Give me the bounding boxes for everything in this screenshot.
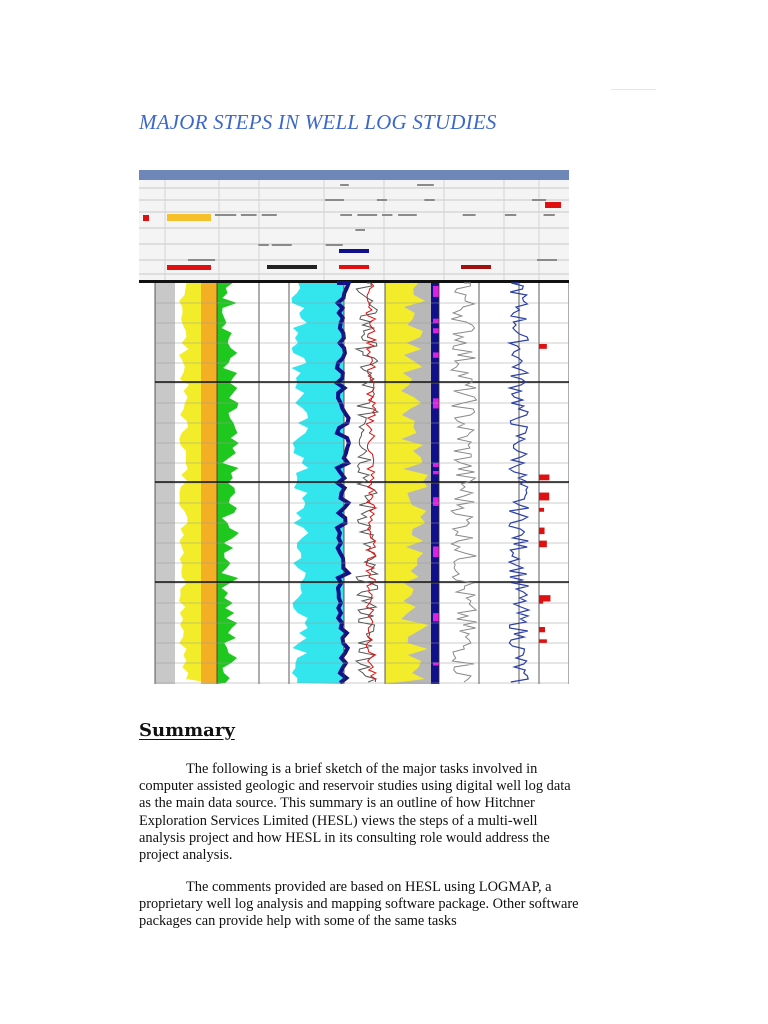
log-header-separator	[139, 280, 569, 283]
header-text-mark	[382, 214, 392, 216]
track-litho-magenta	[433, 352, 439, 357]
track-litho-magenta	[433, 613, 439, 621]
curve-red-marker	[539, 541, 547, 548]
header-text-mark	[537, 259, 557, 261]
track-litho-magenta	[433, 286, 439, 289]
header-text-mark	[398, 214, 417, 216]
track-litho-magenta	[433, 471, 439, 474]
header-chip	[339, 249, 369, 253]
track-litho-magenta	[433, 398, 439, 408]
summary-paragraph-2: The comments provided are based on HESL using LOGMAP, a proprietary well log analysis and mapping software package. Other software packages can provide help with some of the same tasks	[139, 879, 579, 930]
header-rule	[611, 89, 656, 90]
header-text-mark	[199, 259, 210, 261]
header-text-mark	[357, 214, 377, 216]
track-litho-magenta	[433, 497, 439, 506]
header-text-mark	[340, 214, 352, 216]
curve-red-marker	[539, 344, 547, 349]
header-text-mark	[259, 244, 269, 246]
well-log-plot-graphic	[139, 170, 569, 684]
header-chip	[167, 214, 211, 221]
header-text-mark	[326, 244, 343, 246]
curve-red-marker	[539, 627, 545, 632]
header-text-mark	[417, 184, 428, 186]
header-chip	[339, 265, 369, 269]
header-chip	[143, 215, 149, 221]
header-text-mark	[215, 214, 236, 216]
header-text-mark	[355, 229, 365, 231]
track-litho-magenta	[433, 547, 439, 558]
curve-red-marker	[539, 528, 545, 535]
curve-red-marker	[539, 597, 543, 604]
header-text-mark	[377, 199, 387, 201]
section-heading-summary: Summary	[139, 720, 235, 741]
header-chip	[167, 265, 211, 270]
header-text-mark	[241, 214, 257, 216]
header-text-mark	[272, 244, 292, 246]
header-text-mark	[340, 184, 349, 186]
curve-red-marker	[539, 508, 544, 512]
track-litho-magenta	[433, 463, 439, 467]
header-chip	[461, 265, 491, 269]
log-header-bar	[139, 170, 569, 180]
document-title: MAJOR STEPS IN WELL LOG STUDIES	[139, 110, 497, 134]
summary-paragraph-1: The following is a brief sketch of the major tasks involved in computer assisted geologic and reservoir studies using digital well log data as the main data source. This summary is an outline of how Hitchner Exploration Services Limited (HESL) views the steps of a multi-well analysis project and how HESL in its consulting role would address the project analysis.	[139, 761, 571, 864]
header-text-mark	[424, 199, 434, 201]
header-text-mark	[262, 214, 277, 216]
header-text-mark	[505, 214, 516, 216]
track-litho-magenta	[433, 328, 439, 333]
curve-red-marker	[539, 639, 547, 643]
curve-red-marker	[539, 475, 549, 481]
header-chip	[545, 202, 561, 208]
well-log-plot-image	[139, 170, 569, 684]
track-litho-magenta	[433, 319, 439, 323]
header-text-mark	[544, 214, 555, 216]
header-chip	[267, 265, 317, 269]
curve-red-marker	[539, 493, 549, 501]
header-text-mark	[463, 214, 476, 216]
header-text-mark	[325, 199, 344, 201]
track-litho-magenta	[433, 292, 439, 297]
header-text-mark	[532, 199, 546, 201]
